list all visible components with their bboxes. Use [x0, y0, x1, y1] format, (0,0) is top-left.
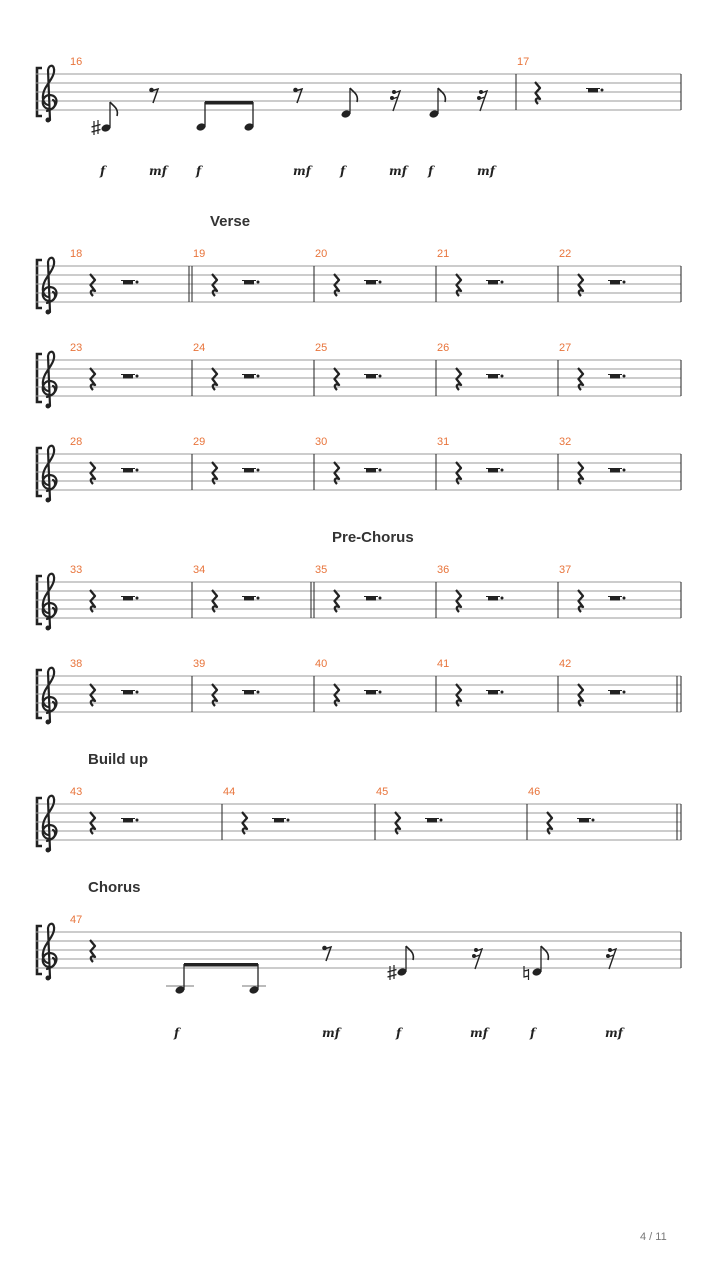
measure-number: 40 — [315, 658, 328, 670]
note — [341, 88, 358, 119]
dynamic-mark: f — [340, 164, 346, 178]
section-label-pre-chorus: Pre-Chorus — [332, 529, 414, 546]
staff-system-8 — [36, 914, 681, 1040]
dynamic-mark: mf — [322, 1026, 340, 1040]
measure-number: 25 — [315, 342, 328, 354]
beamed-notes — [196, 101, 255, 132]
page-number: 4 / 11 — [640, 1231, 667, 1243]
measure-number: 18 — [70, 248, 83, 260]
measure-number: 46 — [528, 786, 541, 798]
staff-system-3 — [36, 342, 681, 409]
dynamic-mark: f — [196, 164, 202, 178]
measure-number: 43 — [70, 786, 83, 798]
measure-number: 36 — [437, 564, 450, 576]
measure-number: 17 — [517, 56, 530, 68]
dynamic-mark: mf — [477, 164, 495, 178]
note — [388, 946, 414, 980]
measure-number: 29 — [193, 436, 206, 448]
dynamic-mark: mf — [389, 164, 407, 178]
measure-number: 47 — [70, 914, 83, 926]
dynamic-mark: mf — [293, 164, 311, 178]
measure-number: 16 — [70, 56, 83, 68]
measure-number: 24 — [193, 342, 206, 354]
measure-number: 27 — [559, 342, 572, 354]
measure-number: 34 — [193, 564, 206, 576]
measure-number: 28 — [70, 436, 83, 448]
staff-system-4 — [36, 436, 681, 503]
measure-number: 35 — [315, 564, 328, 576]
staff-lines — [36, 932, 681, 968]
staff-lines — [36, 74, 681, 110]
measure-number: 22 — [559, 248, 572, 260]
dynamic-mark: f — [428, 164, 434, 178]
dynamic-mark: f — [174, 1026, 180, 1040]
measure-number: 20 — [315, 248, 328, 260]
measure-number: 33 — [70, 564, 83, 576]
measure-number: 26 — [437, 342, 450, 354]
staff-system-5 — [36, 564, 681, 631]
staff-system-1 — [36, 56, 681, 178]
section-label-build-up: Build up — [88, 751, 148, 768]
dynamic-mark: mf — [149, 164, 167, 178]
measure-number: 37 — [559, 564, 572, 576]
section-label-verse: Verse — [210, 213, 251, 230]
dynamic-mark: mf — [605, 1026, 623, 1040]
measure-number: 31 — [437, 436, 450, 448]
measure-number: 21 — [437, 248, 450, 260]
measure-number: 23 — [70, 342, 83, 354]
note — [429, 88, 446, 119]
measure-number: 32 — [559, 436, 572, 448]
measure-number: 45 — [376, 786, 389, 798]
measure-number: 38 — [70, 658, 83, 670]
dynamic-mark: f — [396, 1026, 402, 1040]
measure-number: 44 — [223, 786, 236, 798]
dynamic-mark: mf — [470, 1026, 488, 1040]
staff-system-6 — [36, 658, 681, 725]
measure-number: 39 — [193, 658, 206, 670]
staff-system-7 — [36, 786, 681, 853]
measure-number: 30 — [315, 436, 328, 448]
dynamic-mark: f — [100, 164, 106, 178]
note — [524, 946, 548, 980]
measure-number: 42 — [559, 658, 572, 670]
measure-number: 41 — [437, 658, 450, 670]
staff-system-2 — [36, 248, 681, 315]
dynamic-mark: f — [530, 1026, 536, 1040]
note — [92, 102, 118, 135]
section-label-chorus: Chorus — [88, 879, 141, 896]
measure-number: 19 — [193, 248, 206, 260]
